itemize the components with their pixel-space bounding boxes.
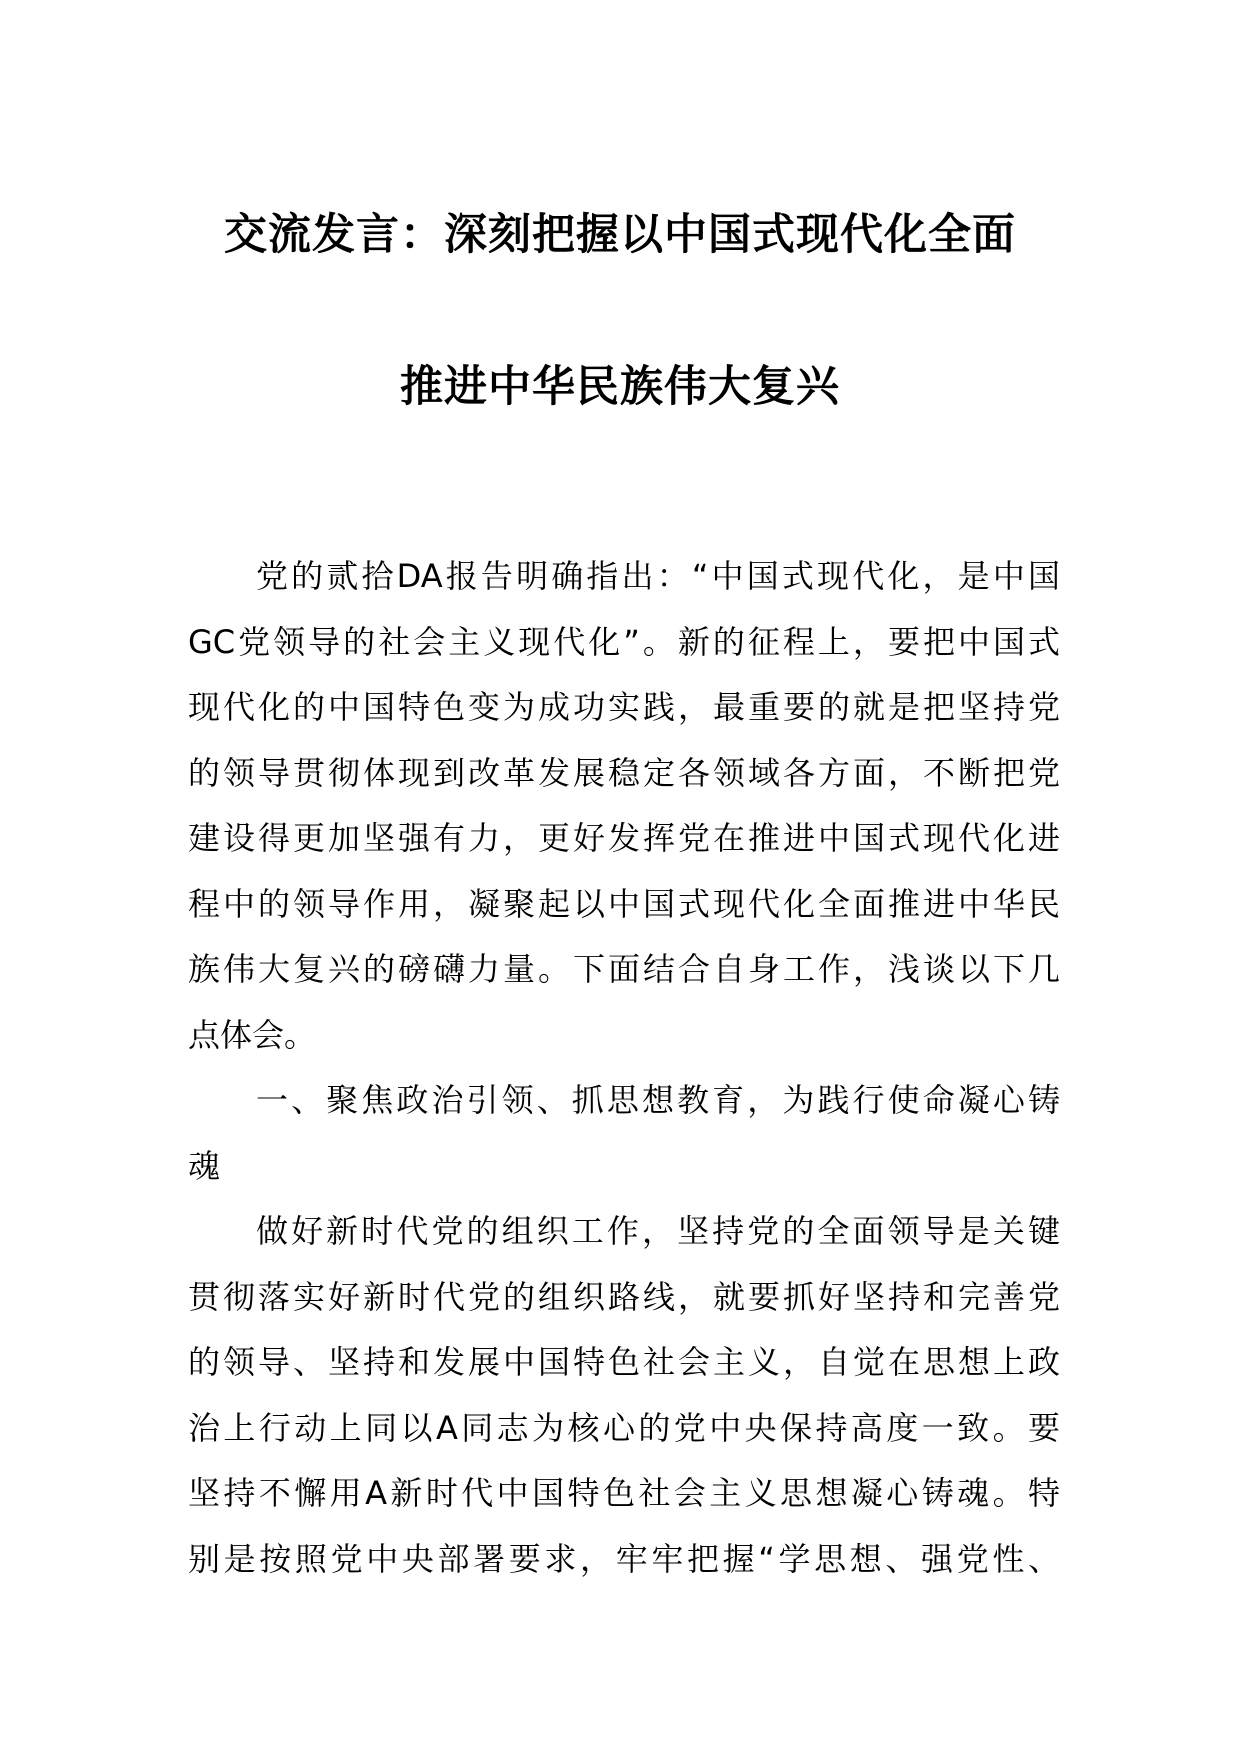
body-text-line: 的领导、坚持和发展中国特色社会主义，自觉在思想上政 <box>188 1343 1060 1381</box>
body-text-line: 坚持不懈用A新时代中国特色社会主义思想凝心铸魂。特 <box>188 1474 1060 1512</box>
document-body <box>188 544 1060 1592</box>
body-text-line: 点体会。 <box>188 1015 317 1054</box>
body-text-line: 一、聚焦政治引领、抓思想教育，为践行使命凝心铸 <box>256 1081 1060 1119</box>
body-text-line: GC党领导的社会主义现代化”。新的征程上，要把中国式 <box>188 622 1060 661</box>
body-text-line: 建设得更加坚强有力，更好发挥党在推进中国式现代化进 <box>188 819 1060 857</box>
body-text-line: 做好新时代党的组织工作，坚持党的全面领导是关键 <box>256 1212 1060 1250</box>
body-text-line: 治上行动上同以A同志为核心的党中央保持高度一致。要 <box>188 1408 1060 1447</box>
body-text-line: 贯彻落实好新时代党的组织路线，就要抓好坚持和完善党 <box>188 1277 1060 1316</box>
body-text-line: 的领导贯彻体现到改革发展稳定各领域各方面，不断把党 <box>188 753 1060 792</box>
body-text-line: 党的贰拾DA报告明确指出：“中国式现代化，是中国 <box>256 557 1060 595</box>
body-text-line: 族伟大复兴的磅礴力量。下面结合自身工作，浅谈以下几 <box>188 950 1060 988</box>
document-title-line-1: 交流发言：深刻把握以中国式现代化全面 <box>224 210 1016 260</box>
body-text-line: 魂 <box>188 1146 221 1185</box>
body-text-line: 别是按照党中央部署要求，牢牢把握“学思想、强党性、 <box>188 1539 1060 1578</box>
body-text-line: 现代化的中国特色变为成功实践，最重要的就是把坚持党 <box>188 688 1060 726</box>
document-title-line-2: 推进中华民族伟大复兴 <box>400 362 840 412</box>
body-text-line: 程中的领导作用，凝聚起以中国式现代化全面推进中华民 <box>188 884 1060 923</box>
